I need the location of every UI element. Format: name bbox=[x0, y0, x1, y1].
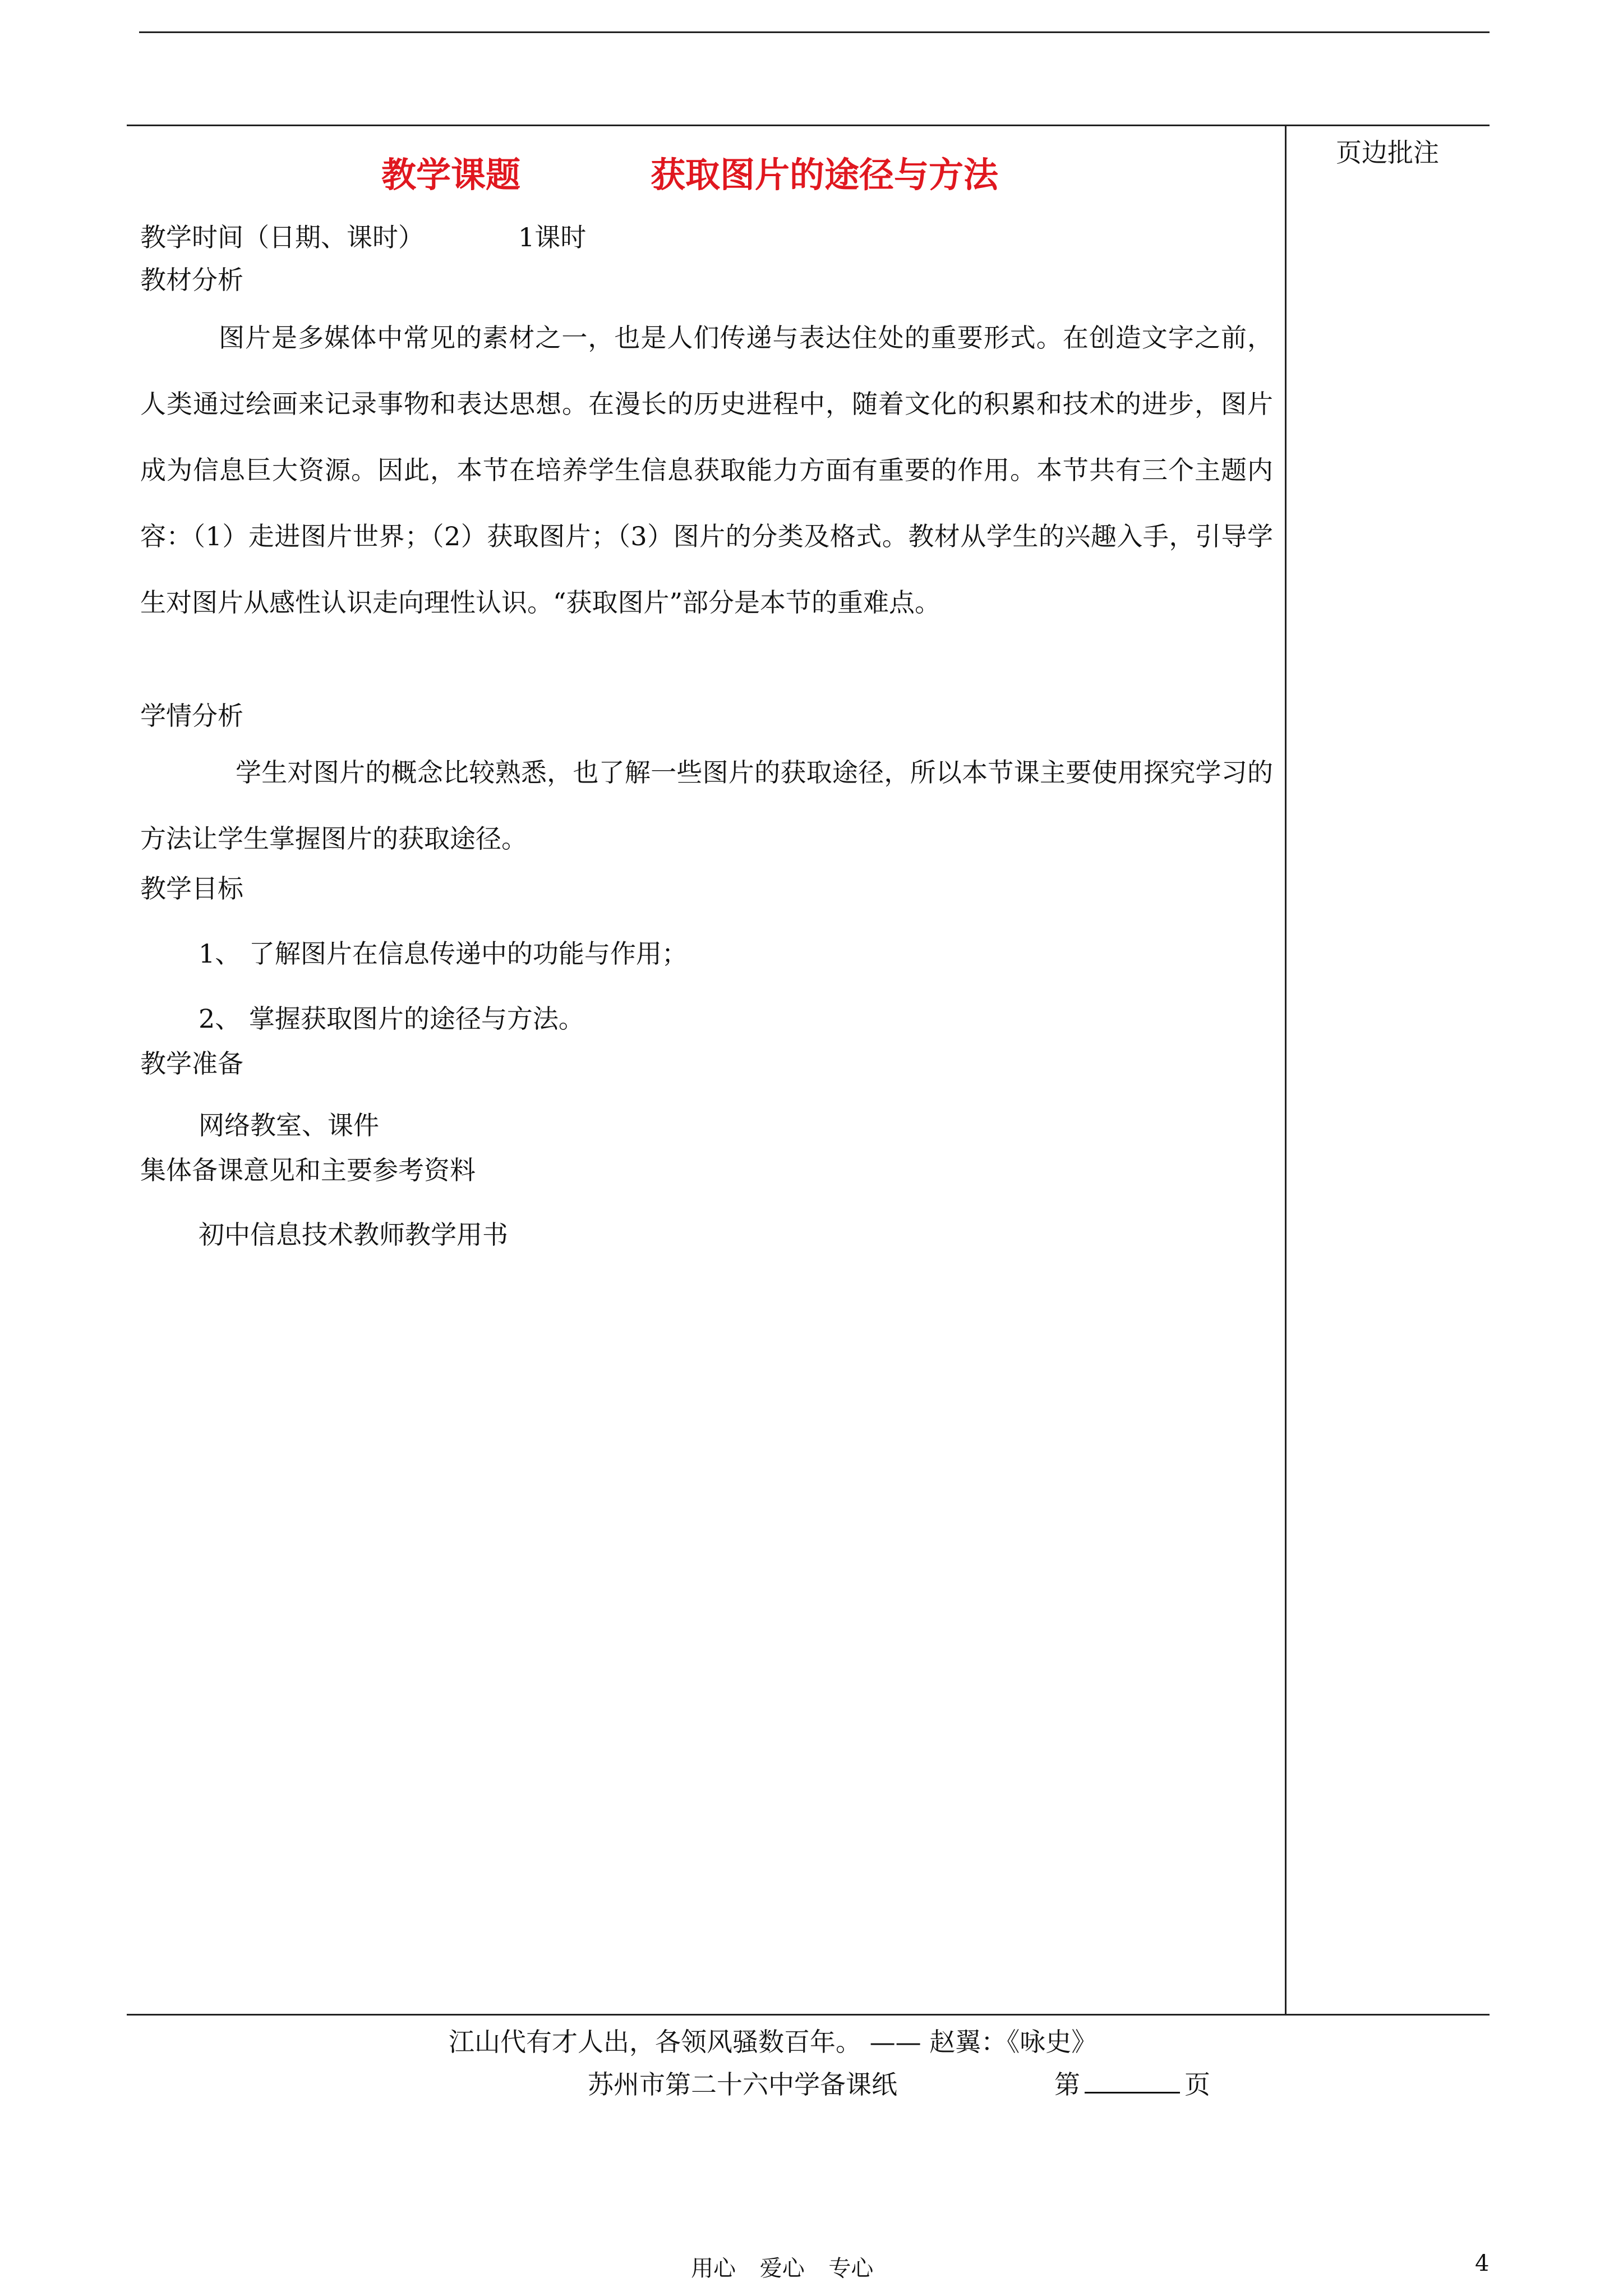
lesson-title-label: 教学课题 bbox=[381, 154, 521, 195]
goal-item: 1、 了解图片在信息传递中的功能与作用； bbox=[199, 938, 688, 969]
lesson-title: 获取图片的途径与方法 bbox=[651, 154, 999, 195]
margin-note-label: 页边批注 bbox=[1336, 137, 1439, 168]
references-text: 初中信息技术教师教学用书 bbox=[199, 1220, 508, 1250]
footer-quote: 江山代有才人出，各领风骚数百年。 —— 赵翼：《咏史》 bbox=[449, 2027, 1098, 2057]
preparation-text: 网络教室、课件 bbox=[199, 1110, 379, 1140]
table-bottom-border bbox=[127, 2014, 1490, 2016]
goals-heading: 教学目标 bbox=[140, 873, 243, 904]
references-heading: 集体备课意见和主要参考资料 bbox=[140, 1155, 476, 1185]
footer-school: 苏州市第二十六中学备课纸 bbox=[588, 2069, 897, 2100]
students-paragraph: 学生对图片的概念比较熟悉，也了解一些图片的获取途径，所以本节课主要使用探究学习的方法让学生掌握图片的获取途径。 bbox=[140, 757, 1273, 854]
margin-column-divider bbox=[1285, 125, 1287, 2014]
footer-motto: 用心 爱心 专心 bbox=[691, 2256, 874, 2281]
lesson-time-label: 教学时间（日期、课时） bbox=[140, 222, 424, 252]
lesson-time-value: 1课时 bbox=[518, 222, 587, 252]
page-prefix: 第 bbox=[1054, 2069, 1080, 2100]
footer-page-number: 4 bbox=[1475, 2251, 1490, 2276]
page-suffix: 页 bbox=[1184, 2069, 1210, 2100]
students-heading: 学情分析 bbox=[140, 701, 243, 731]
top-rule bbox=[139, 31, 1490, 33]
materials-heading: 教材分析 bbox=[140, 265, 243, 295]
goal-item: 2、 掌握获取图片的途径与方法。 bbox=[199, 1004, 584, 1034]
page-number-blank bbox=[1085, 2069, 1180, 2093]
page-number-field bbox=[1054, 2064, 1210, 2101]
materials-paragraph: 图片是多媒体中常见的素材之一，也是人们传递与表达住处的重要形式。在创造文字之前，人类通过绘画来记录事物和表达思想。在漫长的历史进程中，随着文化的积累和技术的进步，图片成为信息巨大资源。因此，本节在培养学生信息获取能力方面有重要的作用。本节共有三个主题内容：（1）走进图片世界；（2）获取图片；（3）图片的分类及格式。教材从学生的兴趣入手，引导学生对图片从感性认识走向理性认识。“获取图片”部分是本节的重难点。 bbox=[140, 323, 1273, 618]
preparation-heading: 教学准备 bbox=[140, 1048, 243, 1079]
